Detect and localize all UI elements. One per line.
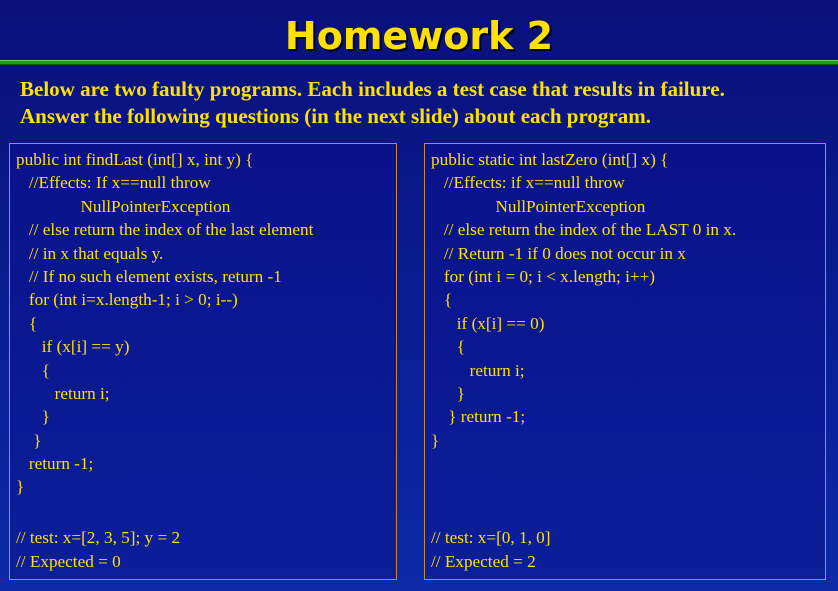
find-last-code	[10, 148, 396, 499]
code-line: if (x[i] == y)	[16, 337, 130, 357]
code-line: if (x[i] == 0)	[431, 313, 545, 333]
code-line: {	[16, 313, 38, 333]
code-line: public int findLast (int[] x, int y) {	[16, 150, 254, 169]
title-divider	[0, 60, 838, 65]
slide-title: Homework 2	[284, 14, 554, 58]
last-zero-program-box	[424, 143, 826, 580]
last-zero-code	[425, 148, 825, 452]
code-line: // else return the index of the last element	[16, 220, 314, 240]
code-line: for (int i=x.length-1; i > 0; i--)	[16, 290, 238, 310]
code-line: {	[431, 290, 453, 310]
code-line: }	[16, 407, 51, 427]
code-line: }	[431, 430, 440, 450]
code-line: return i;	[431, 360, 525, 380]
expected-line: // Expected = 0	[16, 551, 121, 571]
code-line: for (int i = 0; i < x.length; i++)	[431, 266, 655, 286]
code-line: public static int lastZero (int[] x) {	[431, 150, 669, 169]
code-line: NullPointerException	[16, 196, 231, 216]
code-line: //Effects: if x==null throw	[431, 173, 625, 193]
test-line: // test: x=[0, 1, 0]	[431, 528, 551, 548]
expected-line: // Expected = 2	[431, 551, 536, 571]
intro-line: Below are two faulty programs. Each includes a test case that results in failure.	[20, 77, 725, 101]
code-line: // Return -1 if 0 does not occur in x	[431, 243, 686, 263]
code-line: // in x that equals y.	[16, 243, 164, 263]
code-line: return -1;	[16, 454, 94, 474]
code-line: return i;	[16, 383, 110, 403]
find-last-test-case	[10, 526, 396, 573]
code-line: }	[16, 477, 25, 497]
code-line: }	[16, 430, 42, 450]
test-line: // test: x=[2, 3, 5]; y = 2	[16, 528, 181, 548]
code-line: NullPointerException	[431, 196, 646, 216]
code-line: // else return the index of the LAST 0 in x.	[431, 220, 737, 240]
code-line: } return -1;	[431, 407, 526, 427]
intro-line: Answer the following questions (in the next slide) about each program.	[20, 104, 651, 128]
code-line: {	[16, 360, 51, 380]
code-line: {	[431, 337, 466, 357]
last-zero-test-case	[425, 526, 825, 573]
code-line: // If no such element exists, return -1	[16, 266, 282, 286]
code-line: //Effects: If x==null throw	[16, 173, 211, 193]
intro-text	[20, 76, 830, 130]
code-line: }	[431, 383, 466, 403]
find-last-program-box	[9, 143, 397, 580]
